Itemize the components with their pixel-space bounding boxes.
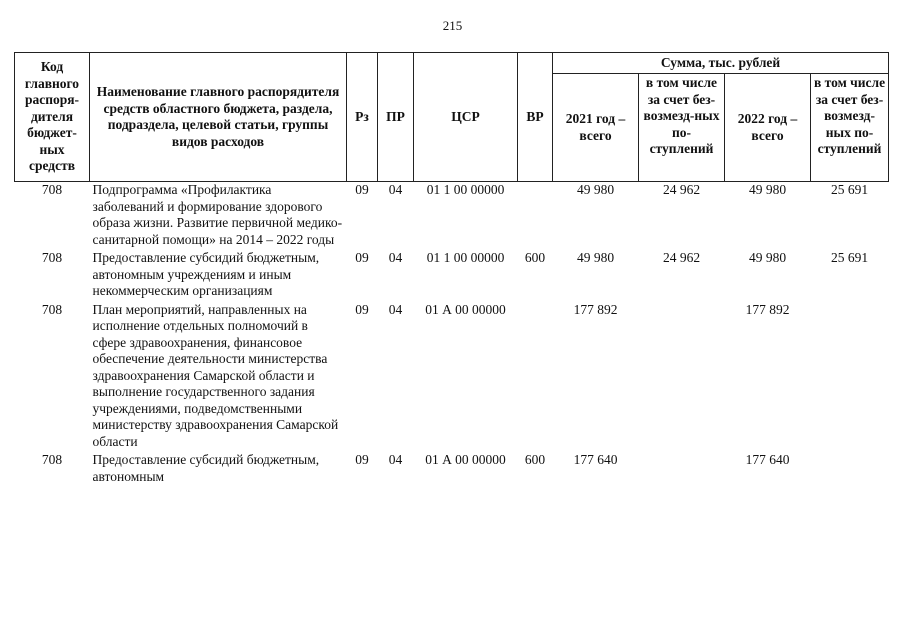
row-2021-total: 177 640: [573, 452, 618, 467]
row-2021-free: [639, 452, 725, 487]
row-2022-total: 177 892: [745, 301, 790, 317]
row-2022-total: 177 640: [745, 452, 790, 467]
page-number: 215: [442, 18, 463, 33]
row-code: 708: [41, 250, 63, 265]
row-name: План мероприятий, направленных на исполнение отдельных полномочий в сфере здравоохранения, финансовое обеспечение деятельности министерства здравоохранения Самарской области и выполнение государственного задания учреждениями, подведомственными министерству здравоохранения Самарской области: [92, 301, 339, 449]
row-2022-total: 49 980: [748, 182, 787, 197]
row-rz: 09: [355, 301, 369, 317]
table-row: [15, 302, 889, 453]
row-vr: [518, 302, 553, 453]
row-csr: 01 1 00 00000: [426, 250, 505, 265]
row-vr: [518, 182, 553, 251]
header-pr: ПР: [378, 53, 414, 182]
table-row: [15, 452, 889, 487]
row-code: 708: [41, 301, 63, 317]
header-rz: Рз: [347, 53, 378, 182]
table-row: [15, 182, 889, 251]
row-2022-free: [811, 452, 889, 487]
row-vr: 600: [524, 250, 546, 265]
row-rz: 09: [355, 250, 369, 265]
row-name: Предоставление субсидий бюджетным, автономным: [92, 452, 320, 484]
row-pr: 04: [388, 250, 403, 265]
header-code: Код главного распоря-дителя бюджет-ных средств: [15, 53, 90, 182]
row-code: 708: [41, 452, 63, 467]
header-2022-free: в том числе за счет без-возмезд-ных по-ступлений: [811, 74, 889, 182]
header-vr: ВР: [518, 53, 553, 182]
row-2022-free: 25 691: [830, 250, 869, 265]
header-csr: ЦСР: [414, 53, 518, 182]
row-csr: 01 А 00 00000: [425, 452, 506, 467]
row-csr: 01 1 00 00000: [426, 182, 505, 197]
header-2022-total: 2022 год – всего: [725, 74, 811, 182]
row-2022-free: [811, 302, 889, 453]
table-row: [15, 250, 889, 302]
row-2021-free: 24 962: [662, 182, 701, 197]
row-csr: 01 А 00 00000: [425, 301, 506, 317]
header-2021-free: в том числе за счет без-возмезд-ных по-ступлений: [639, 74, 725, 182]
row-2021-total: 49 980: [576, 250, 615, 265]
row-name: Подпрограмма «Профилактика заболеваний и формирование здорового образа жизни. Развитие первичной медико-санитарной помощи» на 2014 – 2022 годы: [92, 182, 343, 247]
header-name: Наименование главного распорядителя средств областного бюджета, раздела, подраздела, целевой статьи, группы видов расходов: [90, 53, 347, 182]
budget-table: [14, 52, 889, 487]
row-name: Предоставление субсидий бюджетным, автономным учреждениям и иным некоммерческим организациям: [92, 250, 320, 298]
row-vr: 600: [524, 452, 546, 467]
row-pr: 04: [388, 182, 403, 197]
row-2021-total: 49 980: [576, 182, 615, 197]
row-2021-free: 24 962: [662, 250, 701, 265]
row-rz: 09: [355, 182, 369, 197]
row-2022-total: 49 980: [748, 250, 787, 265]
header-2021-total: 2021 год – всего: [553, 74, 639, 182]
row-2022-free: 25 691: [830, 182, 869, 197]
row-code: 708: [41, 182, 63, 197]
row-pr: 04: [388, 301, 403, 317]
row-rz: 09: [355, 452, 369, 467]
row-2021-total: 177 892: [573, 301, 618, 317]
row-pr: 04: [388, 452, 403, 467]
header-sum-group: Сумма, тыс. рублей: [553, 53, 889, 74]
row-2021-free: [639, 302, 725, 453]
